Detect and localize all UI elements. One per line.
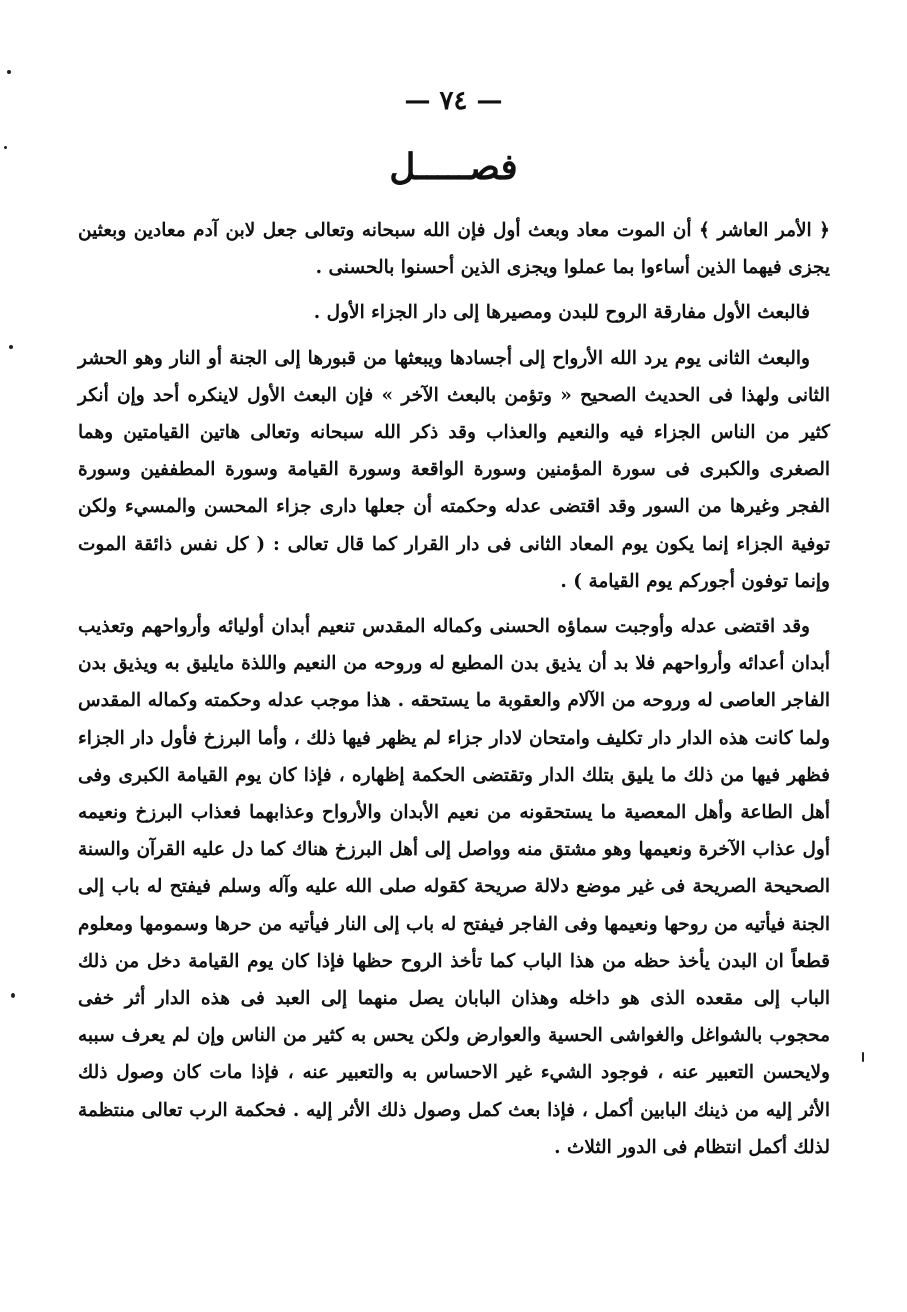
scan-speck: [11, 993, 15, 998]
paragraph-1: ﴿ الأمر العاشر ﴾ أن الموت معاد وبعث أول فإن الله سبحانه وتعالى جعل لابن آدم معادين وبعثين يجزى فيهما الذين أساءوا بما عملوا ويجزى الذين أحسنوا بالحسنى .: [78, 220, 830, 279]
scan-speck: [4, 146, 7, 149]
paragraph-4: وقد اقتضى عدله وأوجبت سماؤه الحسنى وكماله المقدس تنعيم أبدان أوليائه وأرواحهم وتعذيب أبدان أعدائه وأرواحهم فلا بد أن يذيق بدن المطيع له وروحه من النعيم واللذة مايليق به ويذيق بدن الفاجر العاصى له وروحه من الآلام والعقوبة ما يستحقه . هذا موجب عدله وحكمته وكماله المقدس ولما كانت هذه الدار دار تكليف وامتحان لادار جزاء لم يظهر فيها ذلك ، وأما البرزخ فأول دار الجزاء فظهر فيها من ذلك ما يليق بتلك الدار وتقتضى الحكمة إظهاره ، فإذا كان يوم القيامة الكبرى وفى أهل الطاعة وأهل المعصية ما يستحقونه من نعيم الأبدان والأرواح وعذابهما فعذاب البرزخ ونعيمه أول عذاب الآخرة ونعيمها وهو مشتق منه وواصل إلى أهل البرزخ هناك كما دل عليه القرآن والسنة الصحيحة الصريحة فى غير موضع دلالة صريحة كقوله صلى الله عليه وآله وسلم فيفتح له باب إلى الجنة فيأتيه من روحها ونعيمها وفى الفاجر فيفتح له باب إلى النار فيأتيه من حرها وسمومها ومعلوم قطعاً ان البدن يأخذ حظه من هذا الباب كما تأخذ الروح حظها فإذا كان يوم القيامة دخل من ذلك الباب إلى مقعده الذى هو داخله وهذان البابان يصل منهما إلى العبد فى هذه الدار أثر خفى محجوب بالشواغل والغواشى الحسية والعوارض ولكن يحس به كثير من الناس وإن لم يعرف سببه ولايحسن التعبير عنه ، فوجود الشيء غير الاحساس به والتعبير عنه ، فإذا مات كان وصول ذلك الأثر إليه من ذينك البابين أكمل ، فإذا بعث كمل وصول ذلك الأثر إليه . فحكمة الرب تعالى منتظمة لذلك أكمل انتظام فى الدور الثلاث .: [78, 616, 830, 1158]
section-heading: فصـــــل: [389, 146, 518, 188]
body-text: [78, 212, 830, 1174]
page-number: — ٧٤ —: [404, 86, 503, 116]
paragraph-2: فالبعث الأول مفارقة الروح للبدن ومصيرها إلى دار الجزاء الأول .: [313, 302, 810, 324]
scan-speck: [862, 1052, 864, 1062]
paragraph-3: والبعث الثانى يوم يرد الله الأرواح إلى أجسادها ويبعثها من قبورها إلى الجنة أو النار وهو الحشر الثانى ولهذا فى الحديث الصحيح « وتؤمن بالبعث الآخر » فإن البعث الأول لاينكره أحد وإن أنكر كثير من الناس الجزاء فيه والنعيم والعذاب وقد ذكر الله سبحانه وتعالى هاتين القيامتين وهما الصغرى والكبرى فى سورة المؤمنين وسورة الواقعة وسورة القيامة وسورة المطففين وسورة الفجر وغيرها من السور وقد اقتضى عدله وحكمته أن جعلها دارى جزاء المحسن والمسيء ولكن توفية الجزاء إنما يكون يوم المعاد الثانى فى دار القرار كما قال تعالى : ( كل نفس ذائقة الموت وإنما توفون أجوركم يوم القيامة ) .: [78, 347, 830, 592]
scan-speck: [7, 70, 11, 74]
scan-speck: [9, 345, 13, 349]
